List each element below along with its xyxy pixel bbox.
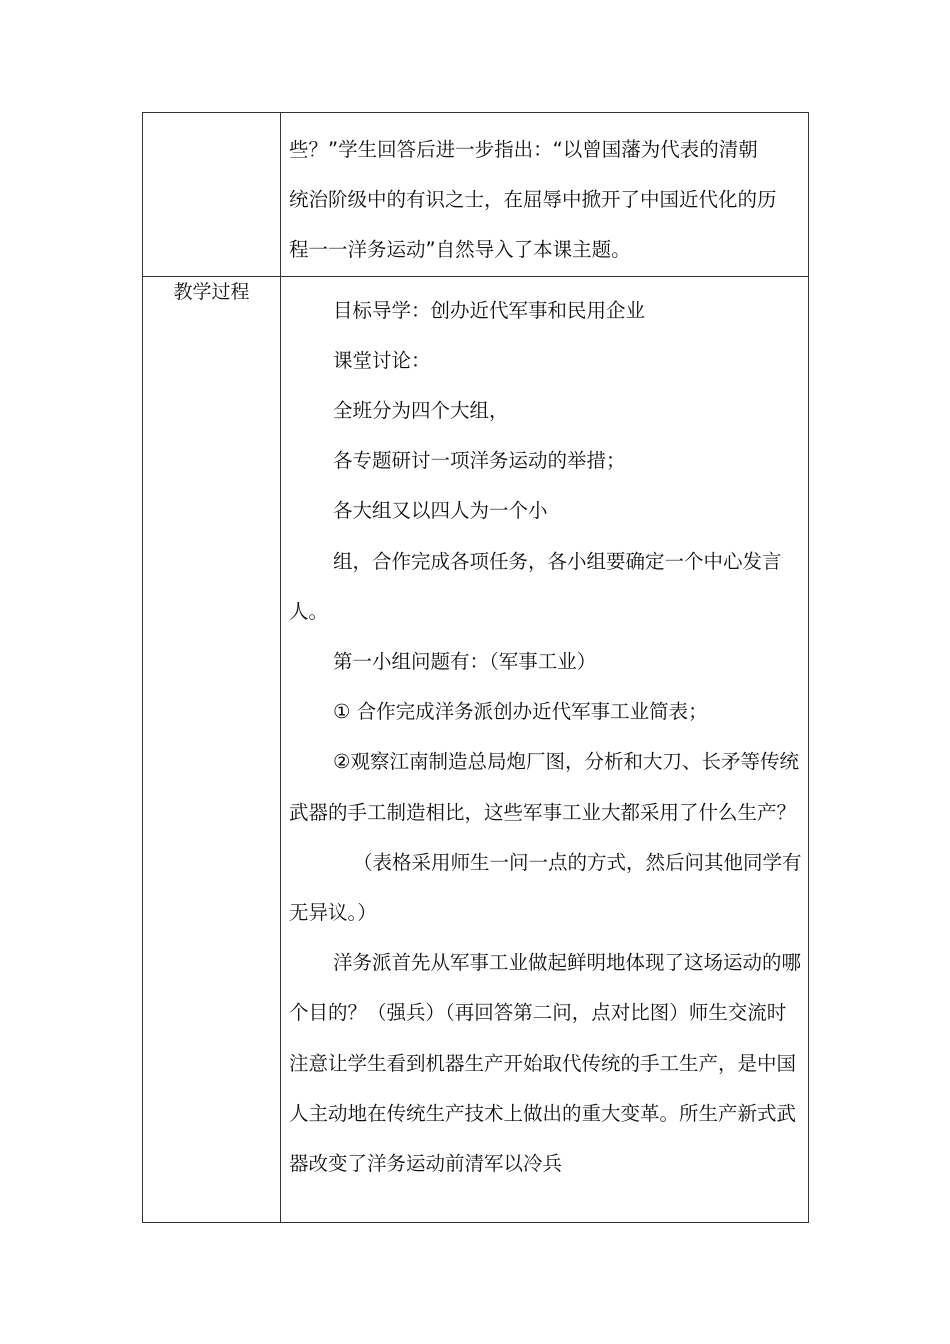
table-row [143,113,809,277]
row-label-cell [143,113,281,277]
paragraph: 组，合作完成各项任务，各小组要确定一个中心发言人。 [289,549,782,623]
paragraph: （表格采用师生一问一点的方式，然后问其他同学有无异议。） [289,850,802,925]
row-label-teaching-process: 教学过程 [143,276,281,1222]
row-content-cell [281,276,809,1222]
row-content-cell [281,113,809,277]
paragraph: 各专题研讨一项洋务运动的举措； [333,449,626,473]
lesson-plan-table [142,112,809,1223]
paragraph: ① 合作完成洋务派创办近代军事工业简表； [333,700,708,724]
paragraph: 全班分为四个大组， [333,399,509,423]
paragraph: 课堂讨论： [333,348,431,372]
paragraph: ②观察江南制造总局炮厂图，分析和大刀、长矛等传统武器的手工制造相比，这些军事工业大都采用了什么生产？ [289,750,799,824]
paragraph: 洋务派首先从军事工业做起鲜明地体现了这场运动的哪个目的？（强兵）（再回答第二问，点对比图）师生交流时注意让学生看到机器生产开始取代传统的手工生产，是中国人主动地在传统生产技术上做出的重大变革。所生产新式武器改变了洋务运动前清军以冷兵 [289,951,802,1176]
text-line: 统治阶级中的有识之士，在屈辱中掀开了中国近代化的历 [289,188,777,212]
paragraph: 第一小组问题有：（军事工业） [333,650,597,674]
paragraph: 各大组又以四人为一个小 [333,499,548,523]
text-line: 些？”学生回答后进一步指出：“以曾国藩为代表的清朝 [289,138,758,161]
table-row [143,276,809,1222]
text-line: 程一一洋务运动”自然导入了本课主题。 [289,238,631,262]
paragraph: 目标导学：创办近代军事和民用企业 [333,298,646,322]
